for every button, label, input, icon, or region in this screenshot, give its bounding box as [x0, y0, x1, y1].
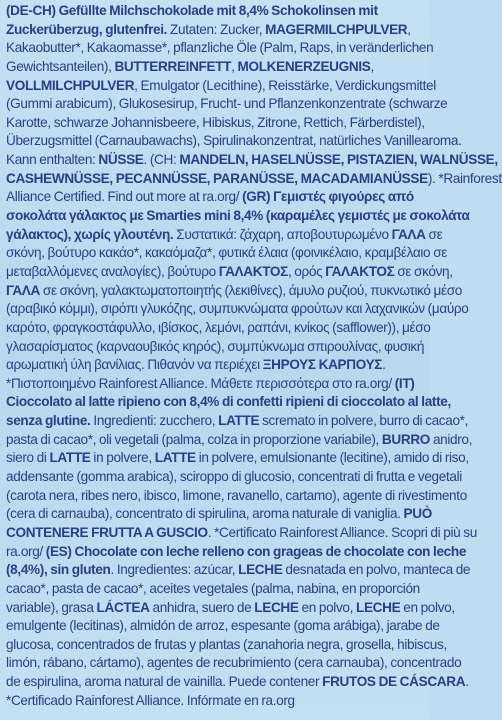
text-segment: σε σκόνη,	[394, 263, 453, 279]
bold-text-segment: LÁCTEA	[96, 599, 150, 615]
text-segment: ra.org/	[6, 543, 46, 559]
bold-text-segment: LATTE	[154, 450, 196, 466]
bold-text-segment: γάλακτος), χωρίς γλουτένη.	[6, 226, 174, 242]
bold-text-segment: VOLLMILCHPULVER	[6, 77, 135, 93]
bold-text-segment: σοκολάτα γάλακτος με Smarties mini 8,4% (καραμέλες γεμιστές με σοκολάτα	[6, 208, 470, 224]
text-segment: σκόνη, βούτυρο κακάο*, κακαόμαζα*, φυτικά έλαια (φοινικέλαιο, κραμβέλαιο σε	[6, 245, 447, 261]
bold-text-segment: LATTE	[218, 413, 260, 429]
ingredient-line	[6, 188, 422, 207]
ingredient-line	[6, 132, 462, 151]
text-segment: (cera di carnauba), concentrato di spirulina, aroma naturale di vaniglia.	[6, 506, 404, 522]
ingredient-line	[6, 77, 436, 96]
ingredient-line	[6, 338, 425, 357]
text-segment: en polvo,	[298, 599, 356, 615]
bold-text-segment: LATTE	[49, 450, 91, 466]
text-segment: limón, rábano, cártamo), agentes de recubrimiento (cera carnauba), concentrado	[6, 655, 462, 671]
bold-text-segment: (8,4%), sin gluten	[6, 562, 111, 578]
ingredient-line	[6, 170, 502, 189]
ingredient-line	[6, 673, 469, 692]
text-segment: , ορός	[287, 263, 326, 279]
ingredient-line	[6, 226, 443, 245]
bold-text-segment: ΓΑΛΑ	[391, 226, 426, 242]
ingredient-line	[6, 58, 422, 77]
text-segment: ). *Rainforest	[427, 170, 502, 186]
ingredient-line	[6, 393, 451, 412]
text-segment: addensante (gomma arabica), sciroppo di glucosio, concentrati di frutta e vegetali	[6, 469, 462, 485]
text-segment: Zutaten: Zucker,	[167, 21, 266, 37]
text-segment: , Emulgator (Lecithine), Reisstärke, Verdickungsmittel	[134, 77, 436, 93]
text-segment: pasta di cacao*, oli vegetali (palma, colza in proporzione variabile),	[6, 431, 382, 447]
text-segment: .	[465, 674, 469, 690]
text-segment: de espirulina, aroma natural de vainilla. Puede contener	[6, 674, 323, 690]
ingredient-line	[6, 636, 447, 655]
bold-text-segment: Cioccolato al latte ripieno con 8,4% di confetti ripieni di cioccolato al latte,	[6, 394, 451, 410]
bold-text-segment: MOLKENERZEUGNIS	[237, 58, 371, 74]
text-segment: ,	[370, 58, 374, 74]
ingredient-line	[6, 561, 471, 580]
ingredient-line	[6, 431, 473, 450]
ingredient-line	[6, 505, 432, 524]
text-segment: Kakaobutter*, Kakaomasse*, pflanzliche Öle (Palm, Raps, in veränderlichen	[6, 40, 434, 56]
text-segment: desnatada en polvo, manteca de	[282, 562, 471, 578]
bold-text-segment: NÜSSE	[98, 152, 144, 168]
bold-text-segment: LECHE	[356, 599, 401, 615]
text-segment: (carota nera, ribes nero, ibisco, limone, ravanello, cartamo), agente di rivestimento	[6, 487, 467, 503]
bold-text-segment: MANDELN, HASELNÜSSE, PISTAZIEN, WALNÜSSE,	[179, 152, 498, 168]
text-segment: αρωματική ύλη βανίλιας. Πιθανόν να περιέχει	[6, 357, 263, 373]
text-segment: Karotte, schwarze Johannisbeere, Hibiskus, Zitrone, Rettich, Färberdistel),	[6, 114, 425, 130]
text-segment: σε σκόνη, γαλακτωματοποιητής (λεκιθίνες), άμυλο ρυζιού, πυκνωτικό μέσο	[40, 282, 462, 298]
text-segment: Ingredienti: zucchero,	[90, 413, 219, 429]
text-segment: anidro,	[430, 431, 473, 447]
text-segment: anhidra, suero de	[149, 599, 255, 615]
ingredient-line	[6, 39, 434, 58]
text-segment: . Ingredientes: azúcar,	[110, 562, 239, 578]
bold-text-segment: (DE-CH) Gefüllte Milchschokolade mit 8,4% Schokolinsen mit	[6, 3, 378, 18]
text-segment: καρότο, φραγκοστάφυλλο, ιβίσκος, λεμόνι, ραπάνι, κνίκος (safflower)), μέσο	[6, 319, 431, 335]
bold-text-segment: ΓΑΛΑΚΤΟΣ	[218, 263, 288, 279]
bold-text-segment: CONTENERE FRUTTA A GUSCIO	[6, 524, 208, 540]
bold-text-segment: ΞΗΡΟΥΣ ΚΑΡΠΟΥΣ	[262, 357, 383, 373]
ingredient-line	[6, 468, 462, 487]
ingredient-line	[6, 543, 467, 562]
ingredient-line	[6, 95, 448, 114]
text-segment: variable), grasa	[6, 599, 97, 615]
bold-text-segment: senza glutine.	[6, 413, 91, 429]
bold-text-segment: LECHE	[238, 562, 283, 578]
bold-text-segment: MAGERMILCHPULVER	[265, 21, 408, 37]
text-segment: (Gummi arabicum), Glukosesirup, Frucht- und Pflanzenkonzentrate (schwarze	[6, 96, 448, 112]
ingredient-line	[6, 617, 440, 636]
bold-text-segment: ΓΑΛΑΚΤΟΣ	[325, 263, 395, 279]
ingredient-line	[6, 151, 498, 170]
bold-text-segment: (GR) Γεμιστές φιγούρες από	[242, 189, 414, 205]
ingredient-line	[6, 487, 467, 506]
ingredient-line	[6, 2, 422, 21]
bold-text-segment: Zuckerüberzug, glutenfrei.	[6, 21, 168, 37]
ingredient-line	[6, 692, 422, 711]
ingredient-line	[6, 300, 469, 319]
text-segment: . *Certificato Rainforest Alliance. Scopri di più su	[207, 524, 477, 540]
text-segment: Συστατικά: ζάχαρη, αποβουτυρωμένο	[173, 226, 392, 242]
ingredient-line	[6, 244, 447, 263]
ingredient-line	[6, 319, 431, 338]
bold-text-segment: BURRO	[381, 431, 431, 447]
bold-text-segment: CASHEWNÜSSE, PECANNÜSSE, PARANÜSSE, MACADAMIANÜSSE	[6, 170, 428, 186]
ingredient-line	[6, 282, 462, 301]
text-segment: γλασαρίσματος (καρναουβικός κηρός), συμπύκνωμα σπιρουλίνας, φυσική	[6, 338, 425, 354]
bold-text-segment: BUTTERREINFETT	[114, 58, 232, 74]
ingredient-line	[6, 449, 469, 468]
text-segment: (αραβικό κόμμι), σιρόπι γλυκόζης, συμπυκνώματα φρούτων και λαχανικών (μαύρο	[6, 301, 469, 317]
bold-text-segment: FRUTOS DE CÁSCARA	[322, 674, 466, 690]
text-segment: siero di	[6, 450, 50, 466]
text-segment: ,	[407, 21, 411, 37]
bold-text-segment: LECHE	[254, 599, 299, 615]
ingredient-line	[6, 21, 422, 40]
ingredient-line	[6, 580, 422, 599]
ingredient-line	[6, 263, 453, 282]
text-segment: Alliance Certified. Find out more at ra.org/	[6, 189, 243, 205]
ingredient-line	[6, 375, 422, 394]
ingredient-line	[6, 207, 470, 226]
text-segment: glucosa, concentrados de frutas y plantas (zanahoria negra, grosella, hibiscus,	[6, 636, 447, 652]
text-segment: Gewichtsanteilen),	[6, 58, 115, 74]
text-segment: in polvere, emulsionante (lecitine), amido di riso,	[195, 450, 469, 466]
ingredient-line	[6, 599, 455, 618]
text-segment: .	[382, 357, 386, 373]
bold-text-segment: (ES) Chocolate con leche relleno con grageas de chocolate con leche	[45, 543, 467, 559]
bold-text-segment: (IT)	[394, 375, 415, 391]
text-segment: μεταβαλλόμενες αναλογίες), βούτυρο	[6, 263, 219, 279]
text-segment: Überzugsmittel (Carnaubawachs), Spirulinakonzentrat, natürliches Vanillearoma.	[6, 133, 462, 149]
ingredient-line	[6, 654, 462, 673]
text-segment: emulgente (lecitinas), almidón de arroz, espesante (goma arábiga), jarabe de	[6, 618, 440, 634]
bold-text-segment: ΓΑΛΑ	[6, 282, 40, 298]
text-segment: . (CH:	[143, 152, 180, 168]
text-segment: scremato in polvere, burro di cacao*,	[259, 413, 469, 429]
text-segment: Kann enthalten:	[6, 152, 99, 168]
text-segment: *Πιστοποιημένο Rainforest Alliance. Μάθετε περισσότερα στο ra.org/	[6, 375, 395, 391]
ingredient-line	[6, 524, 477, 543]
bold-text-segment: PUÒ	[403, 506, 432, 522]
text-segment: in polvere,	[90, 450, 155, 466]
ingredient-line	[6, 412, 469, 431]
text-segment: *Certificado Rainforest Alliance. Infórmate en ra.org	[6, 692, 295, 708]
text-segment: ,	[231, 58, 238, 74]
ingredient-line	[6, 114, 425, 133]
text-segment: cacao*, pasta de cacao*, aceites vegetales (palma, nabina, en proporción	[6, 580, 420, 596]
text-segment: en polvo,	[400, 599, 455, 615]
ingredient-line	[6, 356, 422, 375]
text-segment: σε	[425, 226, 443, 242]
